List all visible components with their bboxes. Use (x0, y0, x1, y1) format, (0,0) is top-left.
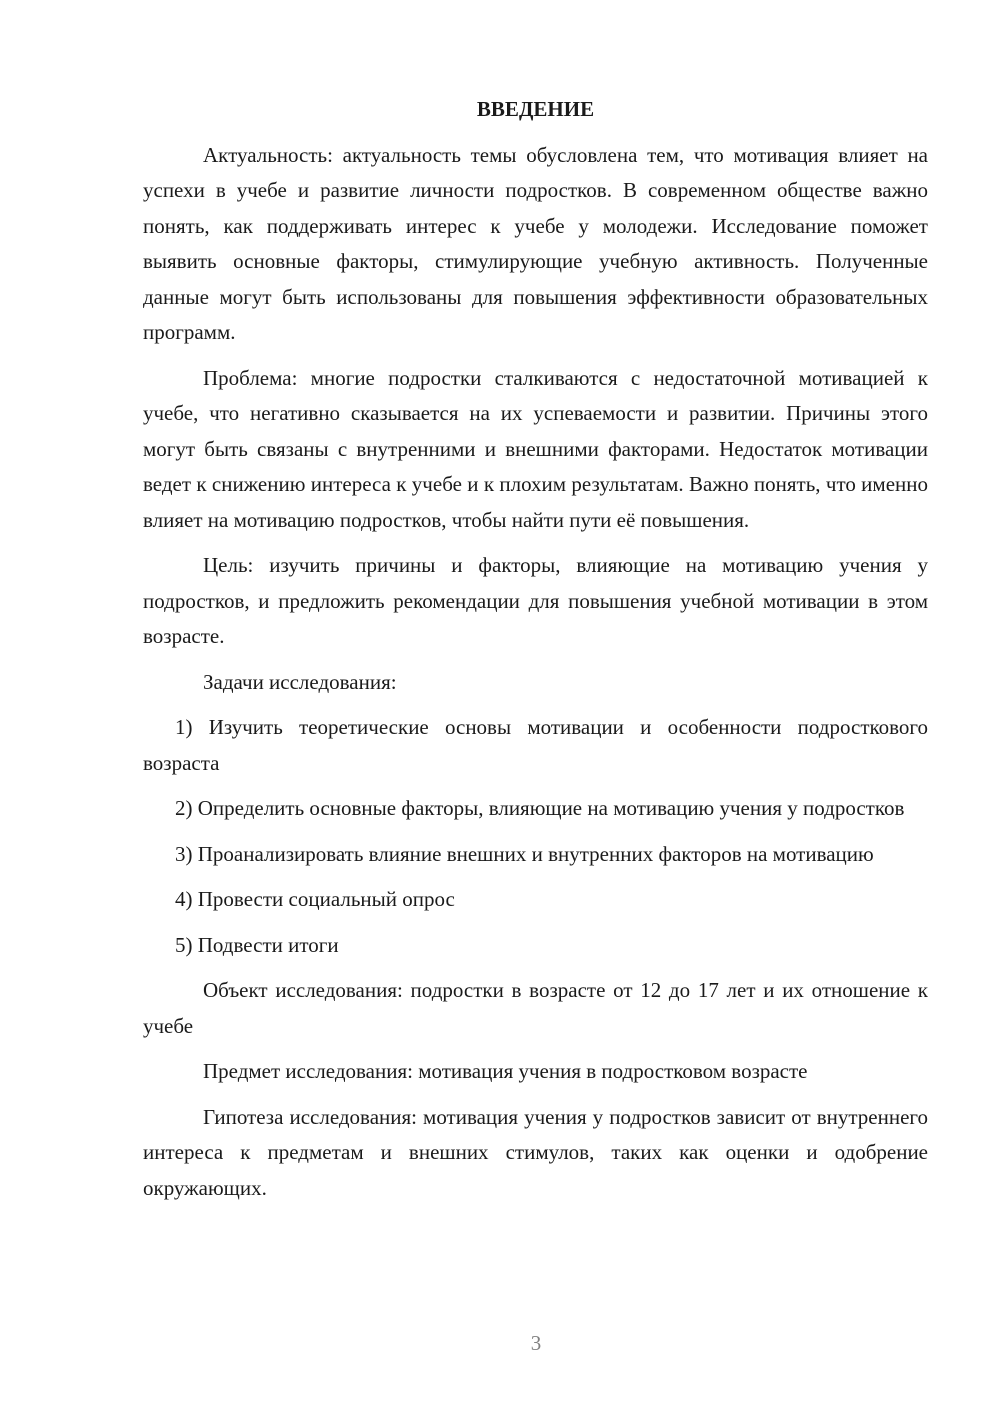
task-item-1: 1) Изучить теоретические основы мотивации и особенности подросткового возраста (143, 715, 928, 775)
task-item-2: 2) Определить основные факторы, влияющие на мотивацию учения у подростков (175, 796, 905, 820)
hypothesis-paragraph: Гипотеза исследования: мотивация учения у подростков зависит от внутреннего интереса к предметам и внешних стимулов, таких как оценки и одобрение окружающих. (143, 1104, 928, 1200)
page-title: ВВЕДЕНИЕ (476, 97, 595, 121)
task-item-3: 3) Проанализировать влияние внешних и внутренних факторов на мотивацию (175, 841, 874, 866)
relevance-paragraph: Актуальность: актуальность темы обусловлена тем, что мотивация влияет на успехи в учебе и развитие личности подростков. В современном обществе важно понять, как поддерживать интерес к учебе у молодежи. Исследование поможет выявить основные факторы, стимулирующие учебную активность. Полученные данные могут быть использованы для повышения эффективности образовательных программ. (143, 142, 928, 344)
problem-paragraph: Проблема: многие подростки сталкиваются с недостаточной мотивацией к учебе, что негативно сказывается на их успеваемости и развитии. Причины этого могут быть связаны с внутренними и внешними факторами. Недостаток мотивации ведет к снижению интереса к учебе и к плохим результатам. Важно понять, что именно влияет на мотивацию подростков, чтобы найти пути её повышения. (143, 365, 928, 532)
task-item-4: 4) Провести социальный опрос (175, 887, 455, 911)
task-item-5: 5) Подвести итоги (175, 932, 339, 957)
page-content (143, 92, 928, 1216)
tasks-heading: Задачи исследования: (203, 669, 397, 694)
goal-paragraph: Цель: изучить причины и факторы, влияющие на мотивацию учения у подростков, и предложить рекомендации для повышения учебной мотивации в этом возрасте. (143, 553, 928, 648)
subject-paragraph: Предмет исследования: мотивация учения в подростковом возрасте (203, 1059, 808, 1083)
page-number: 3 (530, 1331, 542, 1355)
object-paragraph: Объект исследования: подростки в возрасте от 12 до 17 лет и их отношение к учебе (143, 978, 928, 1038)
